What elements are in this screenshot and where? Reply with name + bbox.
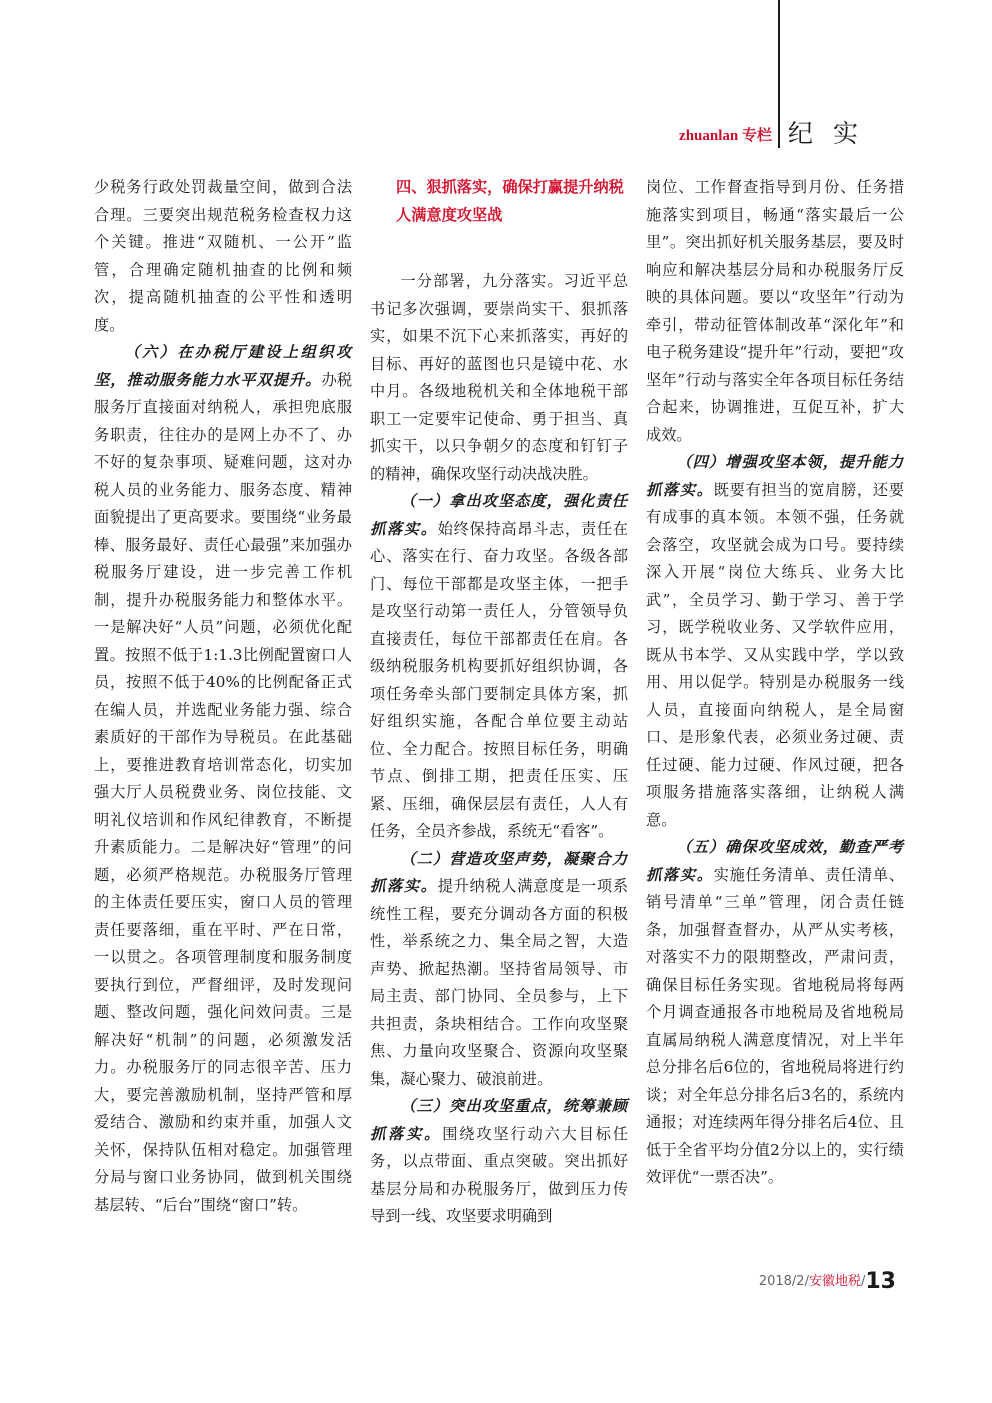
footer-separator: / (860, 1274, 866, 1289)
text-column-2 (370, 174, 628, 1231)
section-heading: 四、狠抓落实，确保打赢提升纳税人满意度攻坚战 (396, 178, 624, 224)
paragraph-heading: （二）营造攻坚声势，凝聚合力抓落实。 (370, 849, 628, 895)
paragraph-body: 围绕攻坚行动六大目标任务，以点带面、重点突破。突出抓好基层分局和办税服务厅，做到压力传导到一线、攻坚要求明确到 (370, 1124, 629, 1225)
page-number: 13 (865, 1269, 896, 1294)
paragraph-body: 办税服务厅直接面对纳税人，承担兜底服务职责，往往办的是网上办不了、办不好的复杂事项、疑难问题，这对办税人员的业务能力、服务态度、精神面貌提出了更高要求。要围绕“业务最棒、服务最好、责任心最强”来加强办税服务厅建设，进一步完善工作机制，提升办税服务能力和整体水平。一是解决好“人员”问题，必须优化配置。按照不低于1:1.3比例配置窗口人员，按照不低于40%的比例配备正式在编人员，并选配业务能力强、综合素质好的干部作为导税员。在此基础上，要推进教育培训常态化，切实加强大厅人员税费业务、岗位技能、文明礼仪培训和作风纪律教育，不断提升素质能力。二是解决好“管理”的问题，必须严格规范。办税服务厅管理的主体责任要压实，窗口人员的管理责任要落细，重在平时、严在日常，一以贯之。各项管理制度和服务制度要执行到位，严督细评，及时发现问题、整改问题，强化问效问责。三是解决好“机制”的问题，必须激发活力。办税服务厅的同志很辛苦、压力大，要完善激励机制，坚持严管和厚爱结合、激励和约束并重，加强人文关怀，保持队伍相对稳定。加强管理分局与窗口业务协同，做到机关围绕基层转、“后台”围绕“窗口”转。 (94, 370, 353, 1214)
text-column-1 (94, 174, 352, 1219)
page-footer (600, 1269, 896, 1294)
paragraph: 一分部署，九分落实。习近平总书记多次强调，要崇尚实干、狠抓落实，如果不沉下心来抓落实，再好的目标、再好的蓝图也只是镜中花、水中月。各级地税机关和全体地税干部职工一定要牢记使命、勇于担当、真抓实干，以只争朝夕的态度和钉钉子的精神，确保攻坚行动决战决胜。 (370, 272, 628, 483)
paragraph-body: 既要有担当的宽肩膀，还要有成事的真本领。本领不强，任务就会落空，攻坚就会成为口号。要持续深入开展“岗位大练兵、业务大比武”，全员学习、勤于学习、善于学习，既学税收业务、又学软件应用，既从书本学、又从实践中学，学以致用、用以促学。特别是办税服务一线人员，直接面向纳税人，是全局窗口、是形象代表，必须业务过硬、责任过硬、能力过硬、作风过硬，把各项服务措施落实落细，让纳税人满意。 (646, 480, 905, 829)
paragraph-heading: （五）确保攻坚成效，勤查严考抓落实。 (646, 838, 904, 884)
paragraph-heading: （一）拿出攻坚态度，强化责任抓落实。 (370, 492, 628, 538)
paragraph-heading: （四）增强攻坚本领，提升能力抓落实。 (646, 453, 904, 499)
column-label: zhuanlan 专栏 (679, 128, 772, 144)
paragraph-body: 提升纳税人满意度是一项系统性工程，要充分调动各方面的积极性，举系统之力、集全局之智，大造声势、掀起热潮。坚持省局领导、市局主责、部门协同、全员参与，上下共担责，条块相结合。工作向攻坚聚焦、力量向攻坚聚合、资源向攻坚聚集，凝心聚力、破浪前进。 (370, 877, 629, 1088)
paragraph (94, 339, 352, 1219)
paragraph (370, 488, 628, 846)
paragraph (370, 846, 628, 1094)
paragraph (646, 449, 904, 834)
text-column-3 (646, 174, 904, 1192)
paragraph (646, 834, 904, 1192)
header-vertical-rule (778, 0, 780, 148)
paragraph: 少税务行政处罚裁量空间，做到合法合理。三要突出规范税务检查权力这个关键。推进“双随机、一公开”监管，合理确定随机抽查的比例和频次，提高随机抽查的公平性和透明度。 (94, 178, 352, 334)
issue-date: 2018/2/ (758, 1274, 809, 1289)
paragraph (370, 1093, 628, 1231)
publication-name: 安徽地税 (808, 1274, 861, 1289)
paragraph-heading: （三）突出攻坚重点，统筹兼顾抓落实。 (370, 1097, 628, 1143)
paragraph-body: 始终保持高昂斗志，责任在心、落实在行、奋力攻坚。各级各部门、每位干部都是攻坚主体，一把手是攻坚行动第一责任人，分管领导负直接责任，每位干部都责任在肩。各级纳税服务机构要抓好组织协调，各项任务牵头部门要制定具体方案，抓好组织实施，各配合单位要主动站位、全力配合。按照目标任务，明确节点、倒排工期，把责任压实、压紧、压细，确保层层有责任，人人有任务，全员齐参战，系统无“看客”。 (370, 519, 629, 840)
section-title: 纪 实 (788, 119, 864, 148)
paragraph-heading: （六）在办税厅建设上组织攻坚，推动服务能力水平双提升。 (94, 343, 352, 389)
paragraph-body: 实施任务清单、责任清单、销号清单“三单”管理，闭合责任链条，加强督查督办，从严从实考核，对落实不力的限期整改，严肃问责，确保目标任务实现。省地税局将每两个月调查通报各市地税局及省地税局直属局纳税人满意度情况，对上半年总分排名后6位的，省地税局将进行约谈；对全年总分排名后3名的，系统内通报；对连续两年得分排名后4位、且低于全省平均分值2分以上的，实行绩效评优“一票否决”。 (646, 865, 905, 1186)
paragraph: 岗位、工作督查指导到月份、任务措施落实到项目，畅通“落实最后一公里”。突出抓好机关服务基层，要及时响应和解决基层分局和办税服务厅反映的具体问题。要以“攻坚年”行动为牵引，带动征管体制改革“深化年”和电子税务建设“提升年”行动，要把“攻坚年”行动与落实全年各项目标任务结合起来，协调推进，互促互补，扩大成效。 (646, 178, 904, 444)
